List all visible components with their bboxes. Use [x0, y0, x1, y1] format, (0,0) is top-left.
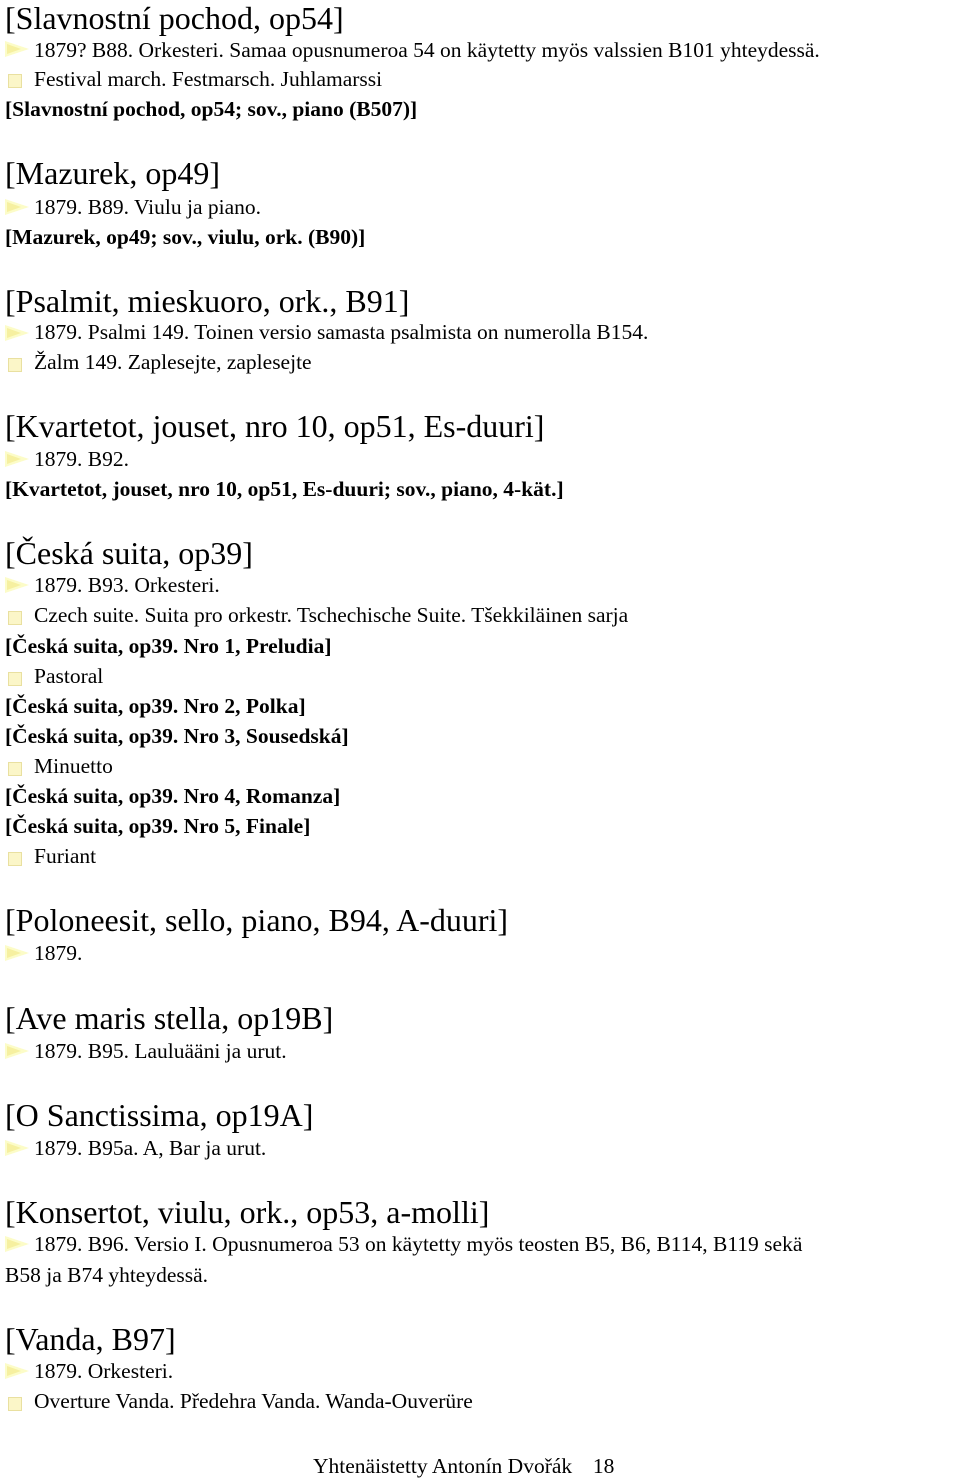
entry-line: B58 ja B74 yhteydessä. — [5, 1263, 209, 1287]
square-bullet-icon — [8, 852, 22, 866]
entry-line: 1879. B92. — [34, 447, 129, 471]
page-footer — [313, 1454, 614, 1479]
page-number: 18 — [592, 1454, 615, 1478]
triangle-bullet-icon — [5, 577, 29, 593]
footer-title: Yhtenäistetty Antonín Dvořák — [313, 1454, 573, 1478]
square-bullet-icon — [8, 358, 22, 372]
entry-line: [Kvartetot, jouset, nro 10, op51, Es-duuri; sov., piano, 4-kät.] — [5, 477, 564, 501]
entry-heading: [Konsertot, viulu, ork., op53, a-molli] — [5, 1194, 490, 1230]
entry-heading: [Poloneesit, sello, piano, B94, A-duuri] — [5, 902, 509, 938]
entry-line: [Česká suita, op39. Nro 1, Preludia] — [5, 634, 332, 658]
square-bullet-icon — [8, 672, 22, 686]
entry-line: [Česká suita, op39. Nro 5, Finale] — [5, 814, 311, 838]
entry-heading: [Ave maris stella, op19B] — [5, 1000, 334, 1036]
entry-line: 1879. Psalmi 149. Toinen versio samasta psalmista on numerolla B154. — [34, 320, 649, 344]
entry-line: Czech suite. Suita pro orkestr. Tschechische Suite. Tšekkiläinen sarja — [34, 603, 629, 627]
entry-line: Minuetto — [34, 754, 113, 778]
triangle-bullet-icon — [5, 325, 29, 341]
entry-line: 1879. B89. Viulu ja piano. — [34, 195, 262, 219]
entry-heading: [Kvartetot, jouset, nro 10, op51, Es-duuri] — [5, 408, 545, 444]
triangle-bullet-icon — [5, 1363, 29, 1379]
square-bullet-icon — [8, 74, 22, 88]
entry-heading: [O Sanctissima, op19A] — [5, 1097, 314, 1133]
triangle-bullet-icon — [5, 1236, 29, 1252]
entry-line: [Česká suita, op39. Nro 4, Romanza] — [5, 784, 341, 808]
square-bullet-icon — [8, 611, 22, 625]
entry-line: 1879. B96. Versio I. Opusnumeroa 53 on käytetty myös teosten B5, B6, B114, B119 sekä — [34, 1232, 803, 1256]
entry-line: Pastoral — [34, 664, 104, 688]
entry-heading: [Slavnostní pochod, op54] — [5, 0, 344, 36]
entry-line: [Mazurek, op49; sov., viulu, ork. (B90)] — [5, 225, 366, 249]
entry-line: [Slavnostní pochod, op54; sov., piano (B507)] — [5, 97, 418, 121]
entry-line: [Česká suita, op39. Nro 3, Sousedská] — [5, 724, 349, 748]
entry-heading: [Mazurek, op49] — [5, 155, 221, 191]
entry-heading: [Česká suita, op39] — [5, 535, 253, 571]
entry-line: 1879. B95a. A, Bar ja urut. — [34, 1136, 267, 1160]
square-bullet-icon — [8, 762, 22, 776]
entry-line: 1879. Orkesteri. — [34, 1359, 174, 1383]
triangle-bullet-icon — [5, 451, 29, 467]
entry-line: 1879. B95. Lauluääni ja urut. — [34, 1039, 287, 1063]
entry-line: 1879. — [34, 941, 83, 965]
entry-line: [Česká suita, op39. Nro 2, Polka] — [5, 694, 306, 718]
triangle-bullet-icon — [5, 199, 29, 215]
entry-heading: [Vanda, B97] — [5, 1321, 176, 1357]
triangle-bullet-icon — [5, 41, 29, 57]
entry-line: Žalm 149. Zaplesejte, zaplesejte — [34, 350, 312, 374]
triangle-bullet-icon — [5, 1043, 29, 1059]
entry-line: 1879. B93. Orkesteri. — [34, 573, 220, 597]
entry-line: Festival march. Festmarsch. Juhlamarssi — [34, 67, 383, 91]
triangle-bullet-icon — [5, 945, 29, 961]
entry-heading: [Psalmit, mieskuoro, ork., B91] — [5, 283, 410, 319]
square-bullet-icon — [8, 1397, 22, 1411]
entry-line: Overture Vanda. Předehra Vanda. Wanda-Ouverüre — [34, 1389, 473, 1413]
triangle-bullet-icon — [5, 1140, 29, 1156]
entry-line: 1879? B88. Orkesteri. Samaa opusnumeroa 54 on käytetty myös valssien B101 yhteydessä. — [34, 38, 820, 62]
entry-line: Furiant — [34, 844, 97, 868]
